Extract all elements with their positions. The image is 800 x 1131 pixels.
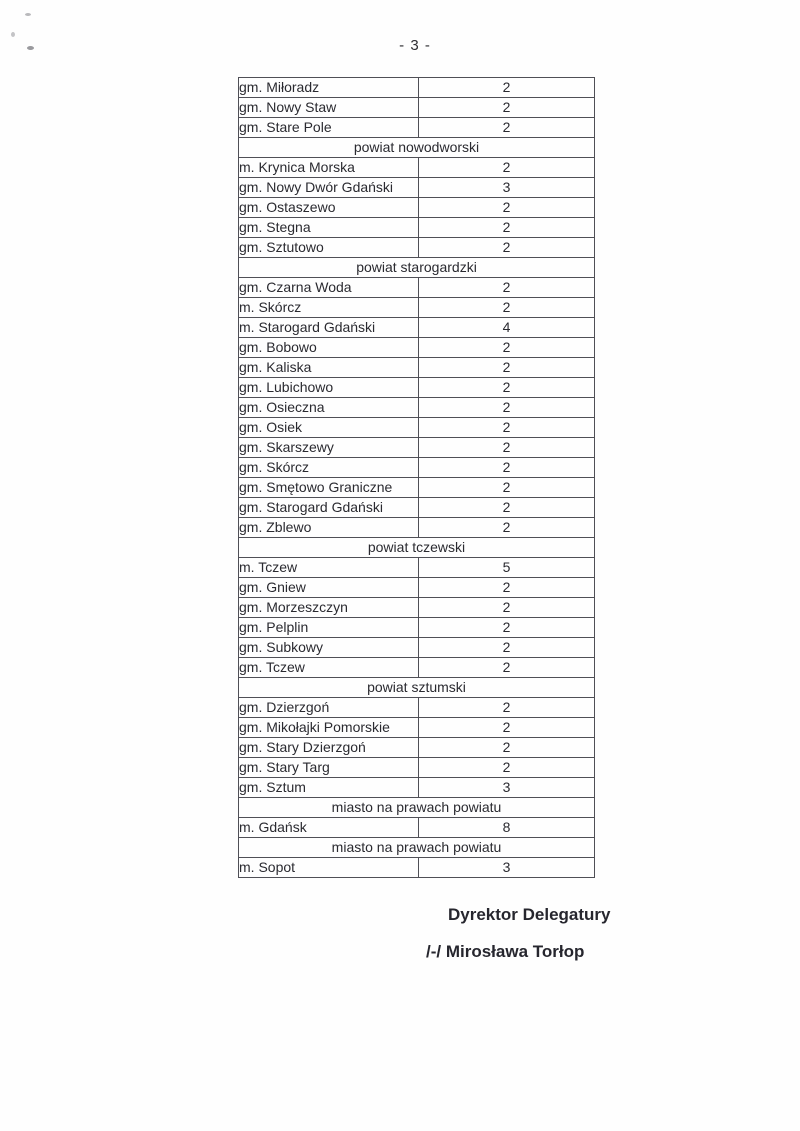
- section-header-row: [239, 798, 595, 818]
- municipality-name: gm. Zblewo: [239, 518, 419, 538]
- municipality-name: m. Skórcz: [239, 298, 419, 318]
- municipality-name: gm. Lubichowo: [239, 378, 419, 398]
- table-row: [239, 758, 595, 778]
- municipality-value: 2: [419, 698, 595, 718]
- municipality-value: 2: [419, 358, 595, 378]
- municipality-name: gm. Morzeszczyn: [239, 598, 419, 618]
- table-row: [239, 178, 595, 198]
- municipality-value: 2: [419, 638, 595, 658]
- signature-name: /-/ Mirosława Torłop: [426, 942, 585, 961]
- table-row: [239, 698, 595, 718]
- municipality-name: gm. Mikołajki Pomorskie: [239, 718, 419, 738]
- municipality-value: 2: [419, 478, 595, 498]
- municipality-name: gm. Czarna Woda: [239, 278, 419, 298]
- municipality-name: gm. Osieczna: [239, 398, 419, 418]
- municipality-name: gm. Dzierzgoń: [239, 698, 419, 718]
- municipality-name: gm. Stegna: [239, 218, 419, 238]
- table-row: [239, 858, 595, 878]
- municipality-value: 3: [419, 778, 595, 798]
- table-row: [239, 438, 595, 458]
- municipality-name: gm. Ostaszewo: [239, 198, 419, 218]
- municipality-value: 2: [419, 198, 595, 218]
- section-header-row: [239, 258, 595, 278]
- table-row: [239, 658, 595, 678]
- table-row: [239, 618, 595, 638]
- municipality-name: m. Starogard Gdański: [239, 318, 419, 338]
- table-row: [239, 398, 595, 418]
- table-row: [239, 238, 595, 258]
- table-row: [239, 558, 595, 578]
- municipality-name: gm. Tczew: [239, 658, 419, 678]
- table-row: [239, 738, 595, 758]
- signature-title: Dyrektor Delegatury: [448, 905, 611, 924]
- municipality-value: 2: [419, 438, 595, 458]
- municipality-name: gm. Pelplin: [239, 618, 419, 638]
- section-header-row: [239, 678, 595, 698]
- municipality-name: m. Gdańsk: [239, 818, 419, 838]
- municipality-value: 2: [419, 218, 595, 238]
- municipality-name: gm. Kaliska: [239, 358, 419, 378]
- municipality-value: 2: [419, 298, 595, 318]
- municipality-name: gm. Nowy Staw: [239, 98, 419, 118]
- section-header-row: [239, 538, 595, 558]
- municipality-value: 2: [419, 618, 595, 638]
- municipality-name: gm. Starogard Gdański: [239, 498, 419, 518]
- table-row: [239, 158, 595, 178]
- table-row: [239, 418, 595, 438]
- scan-speck: [27, 46, 34, 50]
- section-header-row: [239, 138, 595, 158]
- municipality-name: gm. Subkowy: [239, 638, 419, 658]
- municipality-name: gm. Gniew: [239, 578, 419, 598]
- municipality-name: gm. Smętowo Graniczne: [239, 478, 419, 498]
- section-header-label: powiat sztumski: [239, 678, 595, 698]
- page-number: - 3 -: [399, 37, 431, 54]
- municipality-name: m. Tczew: [239, 558, 419, 578]
- section-header-label: miasto na prawach powiatu: [239, 798, 595, 818]
- table-row: [239, 278, 595, 298]
- municipality-value: 2: [419, 158, 595, 178]
- municipality-name: m. Krynica Morska: [239, 158, 419, 178]
- table-row: [239, 638, 595, 658]
- section-header-label: miasto na prawach powiatu: [239, 838, 595, 858]
- municipalities-table: [238, 77, 595, 878]
- municipality-value: 2: [419, 658, 595, 678]
- table-row: [239, 718, 595, 738]
- municipality-value: 4: [419, 318, 595, 338]
- municipality-value: 3: [419, 178, 595, 198]
- municipality-value: 8: [419, 818, 595, 838]
- table-row: [239, 578, 595, 598]
- municipality-name: gm. Sztum: [239, 778, 419, 798]
- section-header-row: [239, 838, 595, 858]
- municipality-name: gm. Bobowo: [239, 338, 419, 358]
- municipality-value: 3: [419, 858, 595, 878]
- municipality-value: 2: [419, 238, 595, 258]
- table-row: [239, 598, 595, 618]
- table-row: [239, 458, 595, 478]
- table-row: [239, 498, 595, 518]
- municipality-name: gm. Miłoradz: [239, 78, 419, 98]
- municipality-value: 2: [419, 498, 595, 518]
- table-row: [239, 358, 595, 378]
- table-row: [239, 778, 595, 798]
- municipality-name: gm. Stare Pole: [239, 118, 419, 138]
- municipality-name: m. Sopot: [239, 858, 419, 878]
- municipality-name: gm. Skórcz: [239, 458, 419, 478]
- table-row: [239, 78, 595, 98]
- municipality-name: gm. Osiek: [239, 418, 419, 438]
- table-row: [239, 298, 595, 318]
- municipality-name: gm. Nowy Dwór Gdański: [239, 178, 419, 198]
- table-body: [239, 78, 595, 878]
- municipality-value: 2: [419, 78, 595, 98]
- municipality-name: gm. Stary Targ: [239, 758, 419, 778]
- table-row: [239, 338, 595, 358]
- municipality-value: 2: [419, 718, 595, 738]
- table-row: [239, 478, 595, 498]
- section-header-label: powiat starogardzki: [239, 258, 595, 278]
- municipality-value: 2: [419, 518, 595, 538]
- municipality-value: 2: [419, 278, 595, 298]
- table-row: [239, 118, 595, 138]
- table-row: [239, 518, 595, 538]
- municipality-value: 2: [419, 98, 595, 118]
- municipality-value: 2: [419, 598, 595, 618]
- scan-speck: [25, 13, 31, 16]
- municipality-value: 2: [419, 738, 595, 758]
- municipality-name: gm. Stary Dzierzgoń: [239, 738, 419, 758]
- municipality-value: 2: [419, 338, 595, 358]
- municipality-value: 2: [419, 578, 595, 598]
- municipality-value: 2: [419, 758, 595, 778]
- municipality-value: 5: [419, 558, 595, 578]
- municipality-value: 2: [419, 118, 595, 138]
- section-header-label: powiat tczewski: [239, 538, 595, 558]
- table-row: [239, 198, 595, 218]
- scan-speck: [11, 32, 15, 37]
- table-row: [239, 318, 595, 338]
- municipality-value: 2: [419, 378, 595, 398]
- municipality-name: gm. Skarszewy: [239, 438, 419, 458]
- table-row: [239, 378, 595, 398]
- municipality-value: 2: [419, 398, 595, 418]
- table-row: [239, 98, 595, 118]
- municipality-name: gm. Sztutowo: [239, 238, 419, 258]
- section-header-label: powiat nowodworski: [239, 138, 595, 158]
- table-row: [239, 818, 595, 838]
- table-row: [239, 218, 595, 238]
- municipality-value: 2: [419, 458, 595, 478]
- municipality-value: 2: [419, 418, 595, 438]
